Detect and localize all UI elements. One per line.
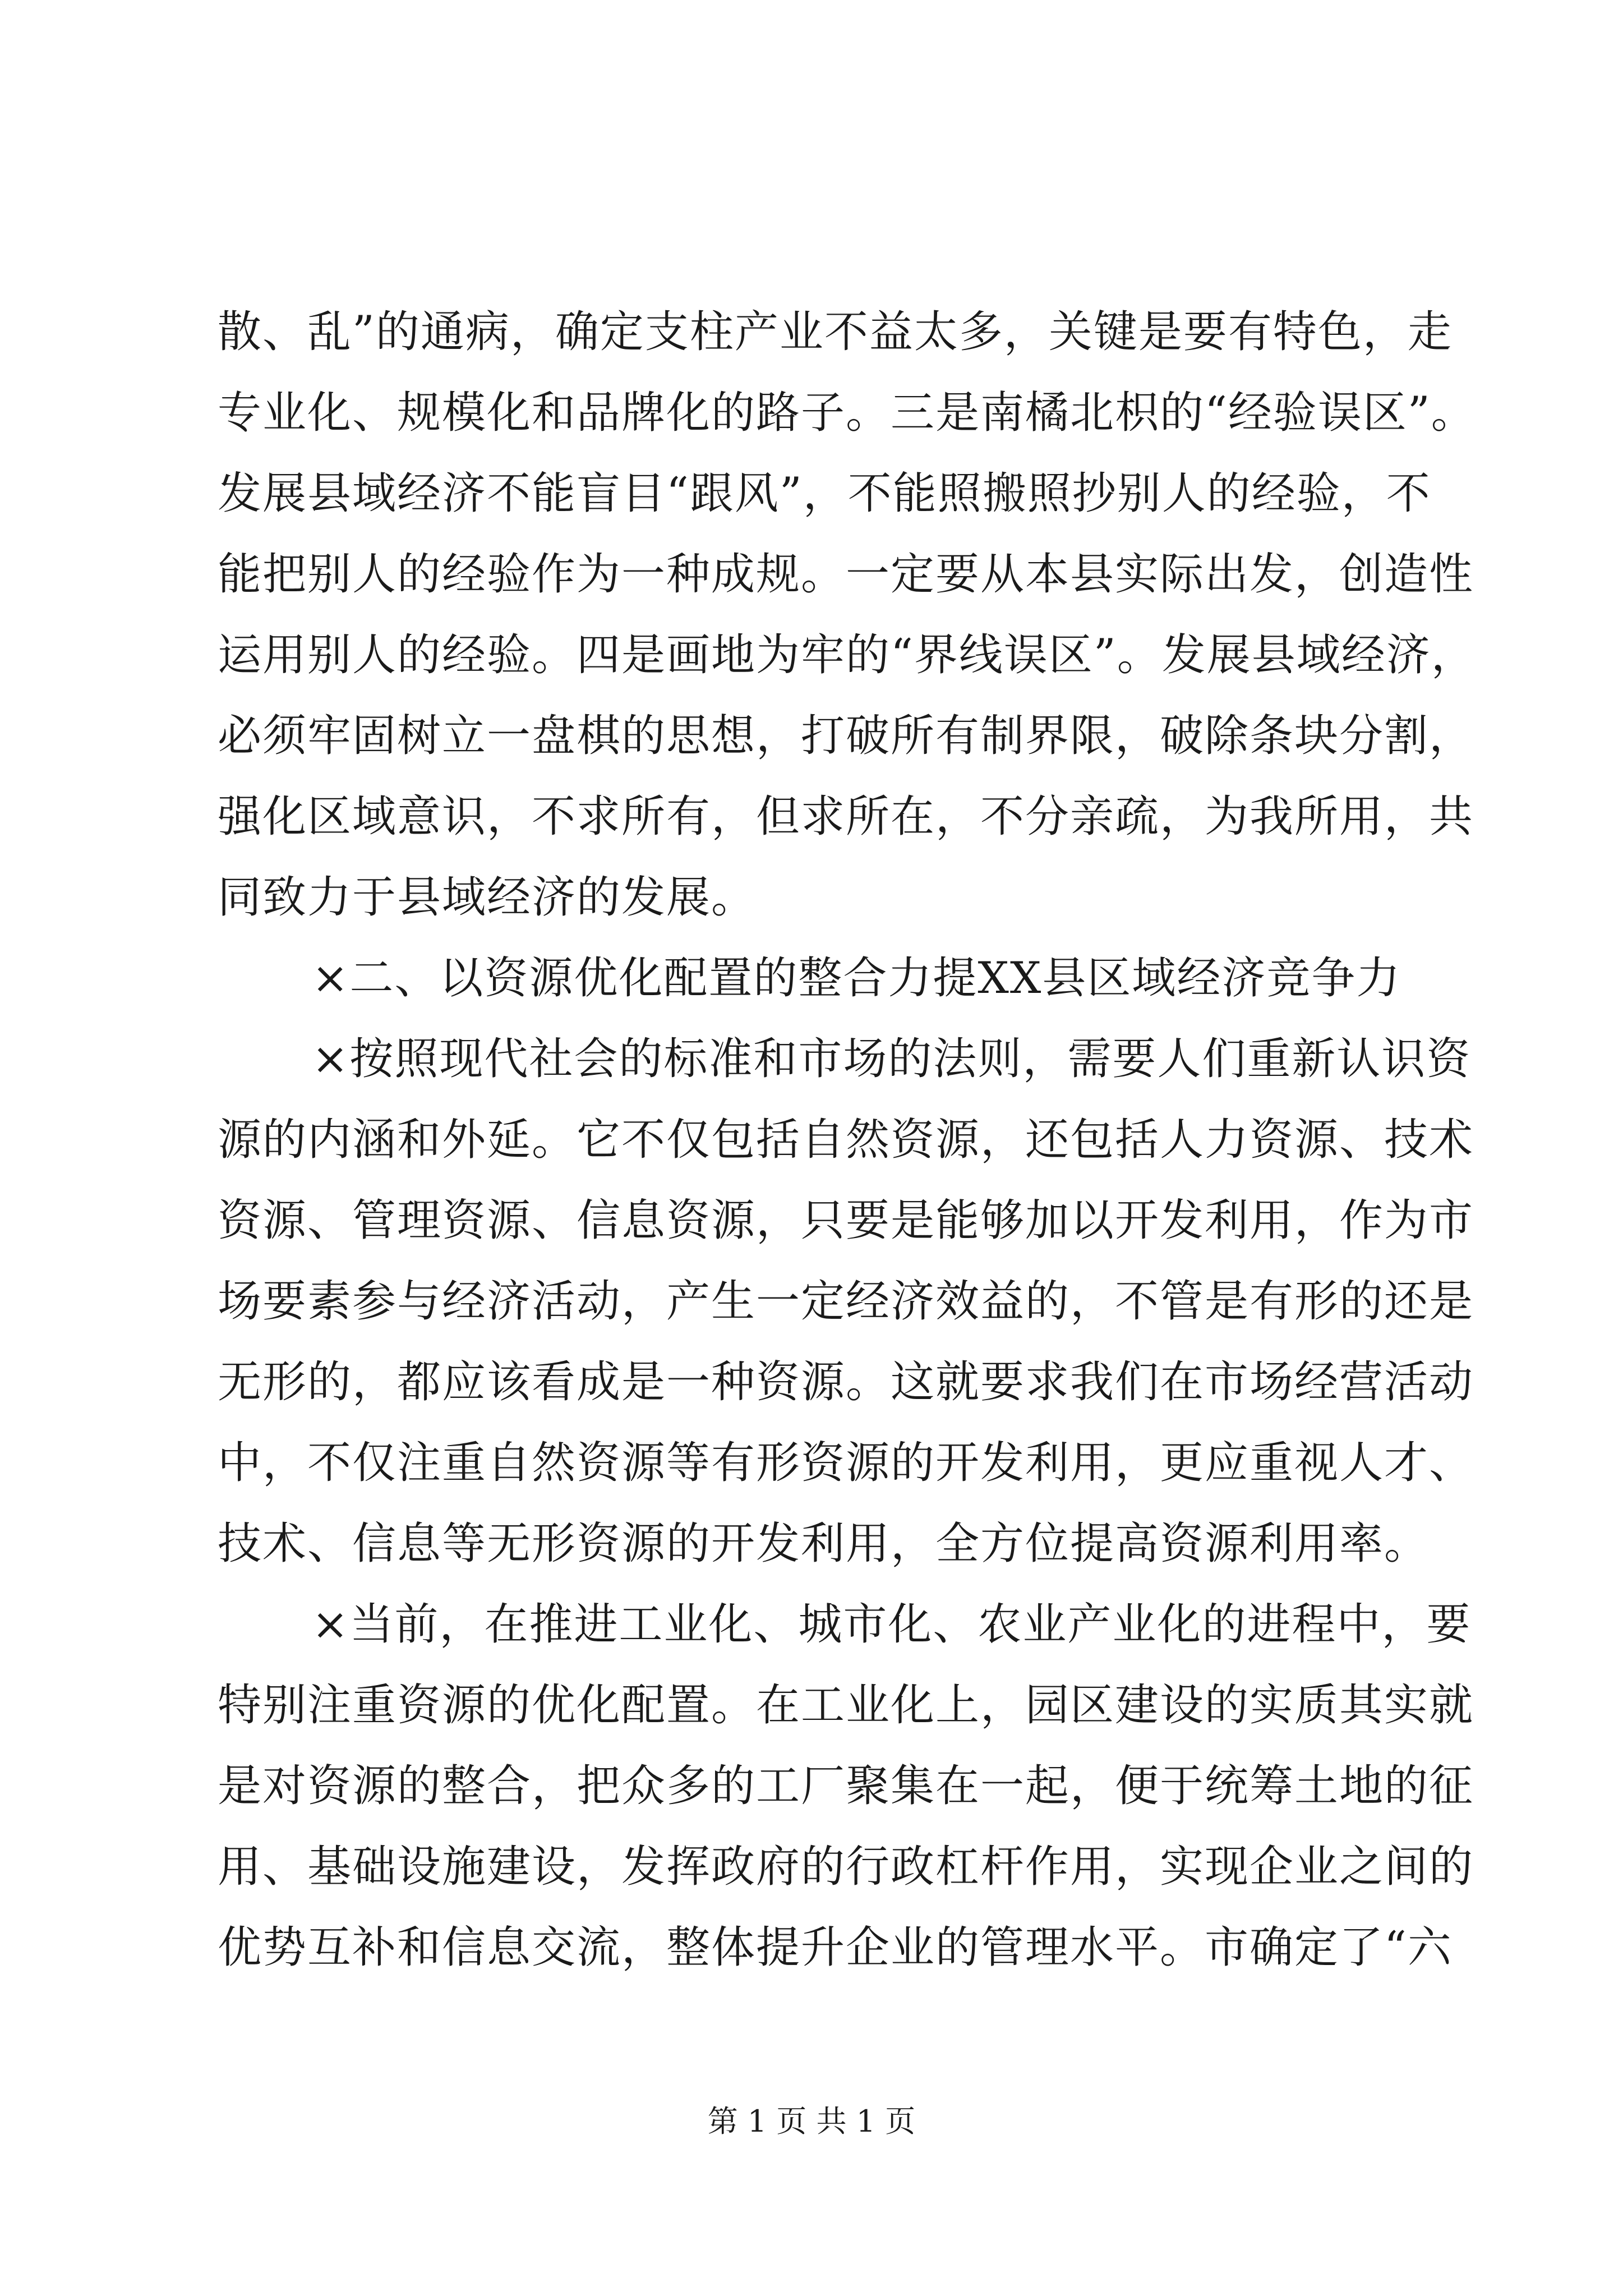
body-text bbox=[218, 292, 1476, 1988]
text-line: ×当前，在推进工业化、城市化、农业产业化的进程中，要 bbox=[312, 1599, 1472, 1650]
text-line: 运用别人的经验。四是画地为牢的“界线误区”。发展县域经济， bbox=[218, 630, 1476, 680]
text-line: 用、基础设施建设，发挥政府的行政杠杆作用，实现企业之间的 bbox=[218, 1842, 1474, 1892]
text-line: 技术、信息等无形资源的开发利用，全方位提高资源利用率。 bbox=[218, 1519, 1430, 1569]
text-line: 源的内涵和外延。它不仅包括自然资源，还包括人力资源、技术 bbox=[218, 1115, 1474, 1165]
text-line: ×二、以资源优化配置的整合力提XX县区域经济竞争力 bbox=[312, 953, 1401, 1004]
text-line: 资源、管理资源、信息资源，只要是能够加以开发利用，作为市 bbox=[218, 1195, 1474, 1246]
text-line: 能把别人的经验作为一种成规。一定要从本县实际出发，创造性 bbox=[218, 549, 1474, 600]
page-footer: 第 1 页 共 1 页 bbox=[707, 2104, 916, 2139]
text-line: 强化区域意识，不求所有，但求所在，不分亲疏，为我所用，共 bbox=[218, 792, 1474, 842]
text-line: 场要素参与经济活动，产生一定经济效益的，不管是有形的还是 bbox=[218, 1276, 1474, 1327]
text-line: 是对资源的整合，把众多的工厂聚集在一起，便于统筹土地的征 bbox=[218, 1761, 1474, 1811]
text-line: 特别注重资源的优化配置。在工业化上，园区建设的实质其实就 bbox=[218, 1680, 1474, 1731]
text-line: 必须牢固树立一盘棋的思想，打破所有制界限，破除条块分割， bbox=[218, 711, 1474, 761]
text-line: 优势互补和信息交流，整体提升企业的管理水平。市确定了“六 bbox=[218, 1922, 1453, 1973]
text-line: 中，不仅注重自然资源等有形资源的开发利用，更应重视人才、 bbox=[218, 1438, 1474, 1488]
text-line: 无形的，都应该看成是一种资源。这就要求我们在市场经营活动 bbox=[218, 1357, 1474, 1407]
text-line: 发展县域经济不能盲目“跟风”，不能照搬照抄别人的经验，不 bbox=[218, 468, 1431, 519]
text-line: ×按照现代社会的标准和市场的法则，需要人们重新认识资 bbox=[312, 1034, 1472, 1084]
text-line: 专业化、规模化和品牌化的路子。三是南橘北枳的“经验误区”。 bbox=[218, 388, 1476, 438]
text-line: 同致力于县域经济的发展。 bbox=[218, 872, 757, 923]
text-line: 散、乱”的通病，确定支柱产业不益太多，关键是要有特色，走 bbox=[218, 307, 1453, 357]
